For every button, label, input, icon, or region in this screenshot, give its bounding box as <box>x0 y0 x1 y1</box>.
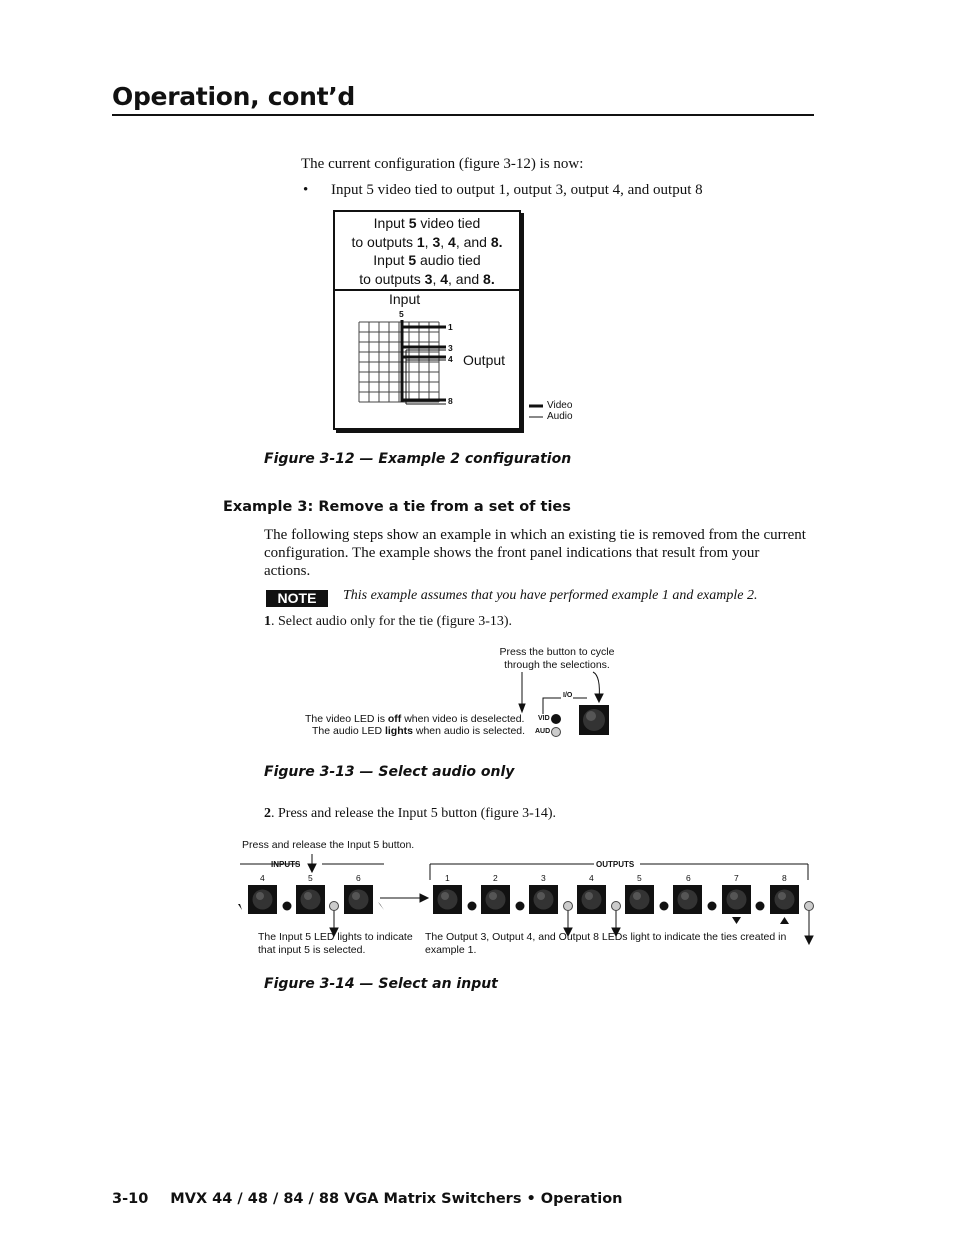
input-num-5: 5 <box>308 873 313 883</box>
input-led-note: The Input 5 LED lights to indicate that input 5 is selected. <box>258 931 413 956</box>
note-text: This example assumes that you have performed example 1 and example 2. <box>343 588 758 603</box>
summary-line-1: Input 5 video tied <box>373 215 481 231</box>
figure-3-12-caption: Figure 3-12 — Example 2 configuration <box>264 451 572 467</box>
step-1 <box>264 613 512 631</box>
aud-led <box>552 728 561 737</box>
video-led-note: The video LED is off when video is deselected. <box>305 713 525 725</box>
intro-text: The current configuration (figure 3-12) is now: <box>301 156 584 172</box>
step-2 <box>264 805 556 823</box>
section-paragraph: The following steps show an example in which an existing tie is removed from the current configuration. The example shows the front panel indications that result from your actions. <box>264 527 806 579</box>
section-heading: Example 3: Remove a tie from a set of ties <box>223 499 571 515</box>
summary-line-2: to outputs 1, 3, 4, and 8. <box>351 233 503 250</box>
press-callout: Press and release the Input 5 button. <box>242 839 415 851</box>
bullet-text: Input 5 video tied to output 1, output 3, output 4, and output 8 <box>331 182 703 198</box>
output-num-2: 2 <box>493 873 498 883</box>
output-num-4: 4 <box>589 873 594 883</box>
output-num-3: 3 <box>541 873 546 883</box>
step-1-text: . Select audio only for the tie (figure 3-13). <box>271 614 513 629</box>
config-summary <box>335 214 519 288</box>
output-number-3: 3 <box>448 343 453 353</box>
page-number: 3-10 <box>112 1191 149 1207</box>
legend-video-label: Video <box>547 400 573 411</box>
inputs-label: INPUTS <box>271 860 301 869</box>
outputs-label: OUTPUTS <box>596 860 635 869</box>
audio-led-note: The audio LED lights when audio is selected. <box>312 725 526 737</box>
io-label: I/O <box>563 692 573 699</box>
output-num-8: 8 <box>782 873 787 883</box>
step-2-text: . Press and release the Input 5 button (figure 3-14). <box>271 806 556 821</box>
vid-led <box>551 714 561 724</box>
figure-3-13-caption: Figure 3-13 — Select audio only <box>264 764 515 780</box>
output-number-1: 1 <box>448 322 453 332</box>
output-num-6: 6 <box>686 873 691 883</box>
note-badge: NOTE <box>266 590 328 607</box>
output-num-1: 1 <box>445 873 450 883</box>
input-axis-label: Input <box>389 291 421 307</box>
input-number: 5 <box>399 309 404 319</box>
step-1-number: 1 <box>264 614 271 629</box>
page-footer <box>112 1191 622 1207</box>
title-rule <box>112 114 814 116</box>
output-num-7: 7 <box>734 873 739 883</box>
input-buttons <box>248 885 373 914</box>
input-num-6: 6 <box>356 873 361 883</box>
output-axis-label: Output <box>463 352 506 368</box>
output-led-note: The Output 3, Output 4, and Output 8 LEDs light to indicate the ties created in example 1. <box>425 931 787 956</box>
output-num-5: 5 <box>637 873 642 883</box>
output-buttons <box>433 885 814 924</box>
step-2-number: 2 <box>264 806 271 821</box>
input-num-4: 4 <box>260 873 265 883</box>
vid-label: VID <box>538 715 550 722</box>
io-button-diagram <box>515 670 615 742</box>
footer-title: MVX 44 / 48 / 84 / 88 VGA Matrix Switchers • Operation <box>170 1191 623 1207</box>
output-number-4: 4 <box>448 354 453 364</box>
figure-3-14-caption: Figure 3-14 — Select an input <box>264 976 498 992</box>
matrix-grid <box>359 322 439 402</box>
cycle-callout: Press the button to cycle through the selections. <box>499 646 615 671</box>
page-title: Operation, cont’d <box>112 82 356 111</box>
summary-line-4: to outputs 3, 4, and 8. <box>359 270 495 287</box>
bullet-mark: • <box>303 182 309 198</box>
legend-audio-label: Audio <box>547 411 573 422</box>
output-number-8: 8 <box>448 396 453 406</box>
summary-line-3: Input 5 audio tied <box>373 252 481 268</box>
aud-label: AUD <box>535 728 551 735</box>
